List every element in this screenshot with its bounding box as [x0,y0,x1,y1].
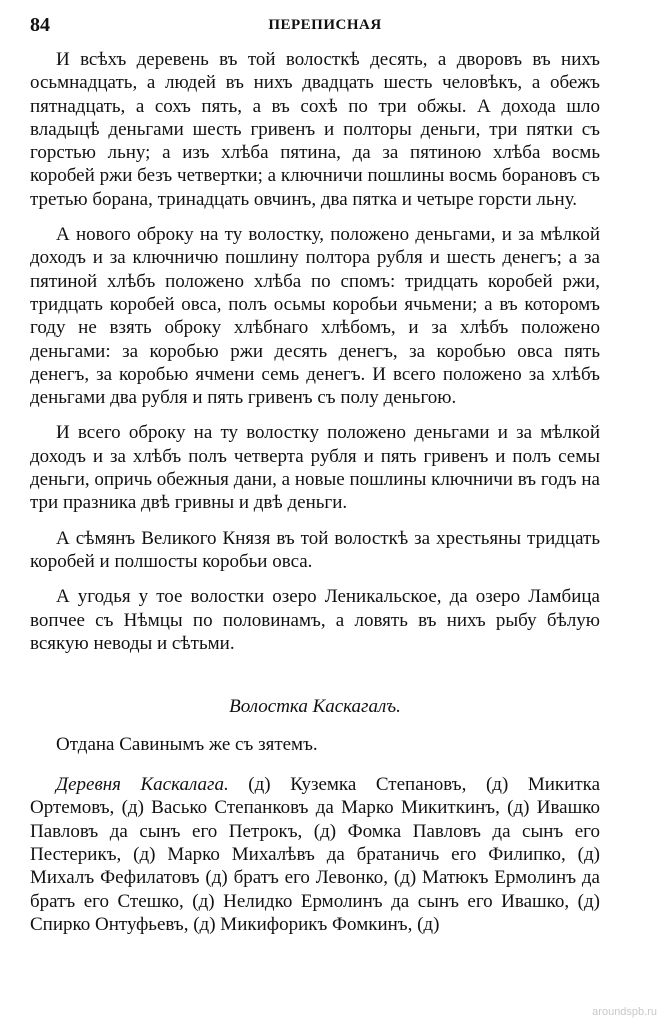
body-text [30,48,600,948]
watermark: aroundspb.ru [592,1006,657,1018]
section-subtitle: Отдана Савинымъ же съ зятемъ. [56,734,318,756]
section-title: Волостка Каскагалъ. [229,696,401,718]
village-text: (д) Куземка Степановъ, (д) Микитка Ортемовъ, (д) Васько Степанковъ да Марко Микиткинъ, (д) Ивашко Павловъ да сынъ его Петрокъ, (д) Фомка Павловъ да сынъ его Пестерикъ, (д) Марко Михалѣвъ да братаничь его Филипко, (д) Михалъ Фефилатовъ (д) братъ его Левонко, (д) Матюкъ Ермолинъ да братъ его Стешко, (д) Нелидко Ермолинъ да сынъ его Ивашко, (д) Спирко Онтуфьевъ, (д) Микифорикъ Фомкинъ, (д) [30,774,601,935]
running-head: ПЕРЕПИСНАЯ [268,16,382,33]
paragraph: А сѣмянъ Великого Князя въ той волосткѣ за хрестьяны тридцать коробей и полшосты коробьи овса. [30,527,600,572]
paragraph: А угодья у тое волостки озеро Леникальское, да озеро Ламбица вопчее съ Нѣмцы по половинамъ, а ловять въ нихъ рыбу бѣлую всякую неводы и сѣтьми. [30,586,600,654]
paragraph: И всѣхъ деревень въ той волосткѣ десять, а дворовъ въ нихъ осьмнадцать, а людей въ нихъ двадцать шесть человѣкъ, а обежъ пятнадцать, а сохъ пять, а въ сохѣ по три обжы. А дохода шло владыцѣ деньгами шесть гривенъ и полторы деньги, три пятки съ горстью льну; а изъ хлѣба пятина, да за пятиною хлѣба восмь коробей ржи безъ четвертки; а ключничи пошлины восмь борановъ съ третью борана, тринадцать овчинъ, два пятка и четыре горсти льну. [30,49,600,210]
village-paragraph [30,773,600,936]
page-header [30,12,620,38]
village-name: Деревня Каскалага. [56,774,229,796]
paragraph: И всего оброку на ту волостку положено деньгами и за мѣлкой доходъ и за хлѣбъ полъ четверта рубля и пять гривенъ и полъ семы деньги, опричь обежныя дани, а новые пошлины ключничи въ годъ на три празника двѣ гривны и двѣ деньги. [30,422,600,514]
page-number: 84 [30,13,50,36]
paragraph: А нового оброку на ту волостку, положено деньгами, и за мѣлкой доходъ и за ключничю пошлину полтора рубля и шесть денегъ; а за пятиной хлѣбъ положено хлѣба по спомъ: тридцать коробей ржи, тридцать коробей овса, полъ осьмы коробьи ячьмени; а въ которомъ году не взять оброку хлѣбнаго хлѣбомъ, и за хлѣбъ положено деньгами: за коробью ржи десять денегъ, за коробью овса пять денегъ, за коробью ячмени семь денегъ. И всего положено за хлѣбъ деньгами два рубля и пять гривенъ съ полу деньгою. [30,224,600,409]
